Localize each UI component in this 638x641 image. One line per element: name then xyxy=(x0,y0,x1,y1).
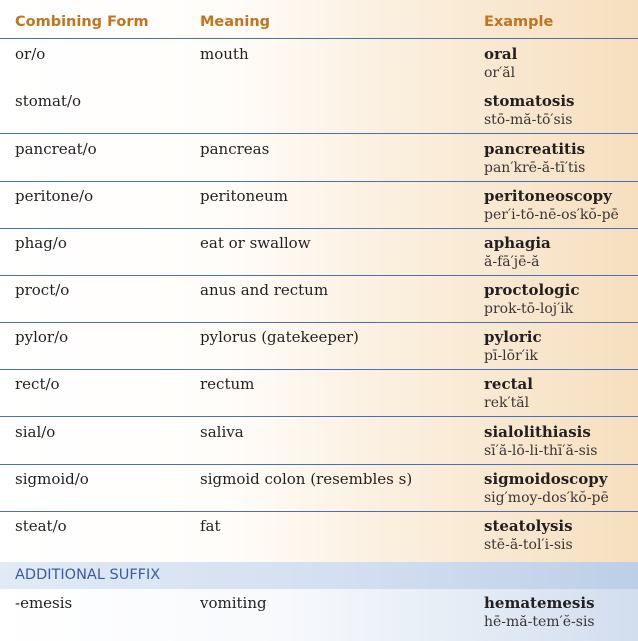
table-row xyxy=(0,229,638,276)
combining-form-cell: proct/o xyxy=(15,281,70,299)
example-term: peritoneoscopy xyxy=(484,187,612,205)
table-header xyxy=(0,8,638,39)
meaning-cell: peritoneum xyxy=(200,187,288,205)
example-term: steatolysis xyxy=(484,517,573,535)
table-row xyxy=(0,465,638,512)
example-term: hematemesis xyxy=(484,594,595,612)
example-pronunciation: sī′ă-lō-li-thī′ă-sis xyxy=(484,443,598,459)
section-title: ADDITIONAL SUFFIX xyxy=(15,567,161,583)
example-term: pancreatitis xyxy=(484,140,586,158)
table-row xyxy=(0,418,638,465)
combining-form-cell: pancreat/o xyxy=(15,140,97,158)
example-pronunciation: hē-mă-tem′ĕ-sis xyxy=(484,614,595,630)
header-example: Example xyxy=(484,14,554,30)
meaning-cell: pancreas xyxy=(200,140,270,158)
suffix-row xyxy=(0,589,638,641)
combining-form-cell: steat/o xyxy=(15,517,67,535)
combining-form-cell: stomat/o xyxy=(15,92,82,110)
meaning-cell: rectum xyxy=(200,375,255,393)
example-pronunciation: stō-mă-tō′sis xyxy=(484,112,573,128)
meaning-cell: saliva xyxy=(200,423,244,441)
combining-form-cell: pylor/o xyxy=(15,328,69,346)
table-row xyxy=(0,182,638,229)
example-pronunciation: pan′krē-ă-tī′tis xyxy=(484,160,586,176)
meaning-cell: eat or swallow xyxy=(200,234,311,252)
example-term: pyloric xyxy=(484,328,542,346)
example-term: sialolithiasis xyxy=(484,423,591,441)
combining-form-cell: sigmoid/o xyxy=(15,470,89,488)
table-row xyxy=(0,276,638,323)
table-row xyxy=(0,323,638,370)
example-term: stomatosis xyxy=(484,92,575,110)
meaning-cell: vomiting xyxy=(200,594,267,612)
header-meaning: Meaning xyxy=(200,14,271,30)
header-combining-form: Combining Form xyxy=(15,14,149,30)
example-term: oral xyxy=(484,45,518,63)
example-term: sigmoidoscopy xyxy=(484,470,608,488)
example-pronunciation: sig′moy-dos′kŏ-pē xyxy=(484,490,609,506)
table-row xyxy=(0,40,638,83)
example-pronunciation: prok-tō-loj′ik xyxy=(484,301,574,317)
meaning-cell: pylorus (gatekeeper) xyxy=(200,328,359,346)
example-pronunciation: stē-ă-tol′i-sis xyxy=(484,537,573,553)
example-pronunciation: or′ăl xyxy=(484,65,516,81)
example-pronunciation: rek′tăl xyxy=(484,395,530,411)
meaning-cell: sigmoid colon (resembles s) xyxy=(200,470,413,488)
suffix-cell: -emesis xyxy=(15,594,73,612)
combining-form-cell: peritone/o xyxy=(15,187,94,205)
example-term: proctologic xyxy=(484,281,580,299)
example-term: aphagia xyxy=(484,234,551,252)
combining-form-cell: phag/o xyxy=(15,234,67,252)
table-row xyxy=(0,370,638,417)
table-row xyxy=(0,87,638,134)
meaning-cell: mouth xyxy=(200,45,249,63)
combining-form-cell: or/o xyxy=(15,45,46,63)
combining-form-cell: sial/o xyxy=(15,423,56,441)
example-pronunciation: pī-lōr′ik xyxy=(484,348,538,364)
meaning-cell: anus and rectum xyxy=(200,281,329,299)
meaning-cell: fat xyxy=(200,517,221,535)
example-term: rectal xyxy=(484,375,533,393)
section-header-additional-suffix xyxy=(0,562,638,590)
example-pronunciation: per′i-tō-nē-os′kŏ-pē xyxy=(484,207,619,223)
example-pronunciation: ă-fā′jē-ă xyxy=(484,254,540,270)
table-row xyxy=(0,135,638,182)
combining-form-cell: rect/o xyxy=(15,375,60,393)
table-row xyxy=(0,512,638,562)
